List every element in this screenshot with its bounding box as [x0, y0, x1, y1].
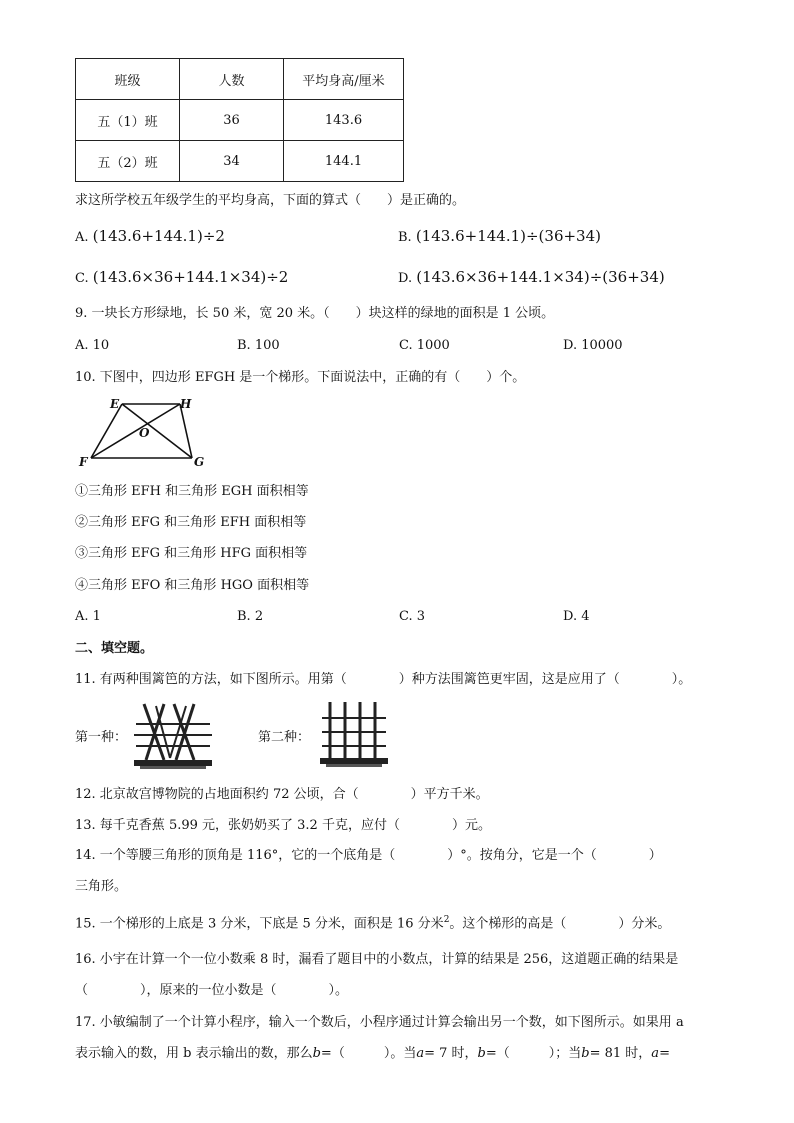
label-o: O [139, 426, 150, 440]
q17-line-2 [75, 1047, 670, 1060]
var-a: a [416, 1046, 425, 1061]
q10-option: D. 4 [563, 609, 590, 624]
q10-statement: ②三角形 EFG 和三角形 EFH 面积相等 [75, 515, 307, 530]
option-label: A. [75, 230, 89, 245]
table-row [76, 100, 404, 141]
section-title: 二、填空题。 [75, 641, 154, 656]
q9-option: D. 10000 [563, 338, 623, 353]
q17-text: = [659, 1046, 670, 1061]
q16-line-2: （ ），原来的一位小数是（ ）。 [75, 983, 349, 998]
var-b: b [312, 1046, 321, 1061]
q17-text: = 81 时， [589, 1046, 652, 1061]
diagonal-hf [91, 404, 180, 458]
q15-pre: 15. 一个梯形的上底是 3 分米，下底是 5 分米，面积是 16 分米 [75, 916, 444, 932]
table-cell: 34 [180, 141, 284, 182]
q10-stem: 10. 下图中，四边形 EFGH 是一个梯形。下面说法中，正确的有（ ）个。 [75, 370, 526, 385]
table-row [76, 141, 404, 182]
q11-label-2: 第二种： [258, 730, 311, 745]
q8-option-a [75, 229, 225, 244]
q10-statement: ①三角形 EFH 和三角形 EGH 面积相等 [75, 484, 309, 499]
q10-statement: ③三角形 EFG 和三角形 HFG 面积相等 [75, 546, 308, 561]
q11-stem: 11. 有两种围篱笆的方法，如下图所示。用第（ ）种方法围篱笆更牢固，这是应用了（ ）。 [75, 672, 692, 687]
q8-option-c [75, 270, 288, 285]
q17-text: 表示输入的数，用 b 表示输出的数，那么 [75, 1046, 313, 1061]
q9-option: C. 1000 [399, 338, 450, 353]
table-header-cell: 人数 [180, 59, 284, 100]
edge-ef [91, 404, 122, 458]
var-a: a [651, 1046, 660, 1061]
fence-grid-figure [318, 700, 390, 770]
table-header-cell: 平均身高/厘米 [284, 59, 404, 100]
q14-line-2: 三角形。 [75, 879, 128, 894]
trapezoid-figure [76, 394, 208, 470]
label-e: E [110, 397, 120, 411]
q17-text: =（ ）。当 [320, 1046, 417, 1061]
option-expression: (143.6×36+144.1×34)÷2 [92, 268, 289, 286]
q16-line-1: 16. 小宇在计算一个一位小数乘 8 时，漏看了题目中的小数点，计算的结果是 256，这道题正确的结果是 [75, 952, 679, 967]
q14-line-1: 14. 一个等腰三角形的顶角是 116°，它的一个底角是（ ）°。按角分，它是一个（ ） [75, 848, 662, 863]
table-header-cell: 班级 [76, 59, 180, 100]
q10-option: A. 1 [75, 609, 101, 624]
label-g: G [194, 455, 205, 469]
q9-option: B. 100 [237, 338, 280, 353]
table-cell: 144.1 [284, 141, 404, 182]
option-label: C. [75, 271, 89, 286]
table-cell: 36 [180, 100, 284, 141]
label-h: H [180, 397, 192, 411]
q15-text [75, 916, 670, 930]
table-cell: 五（2）班 [76, 141, 180, 182]
var-b: b [581, 1046, 590, 1061]
option-label: B. [398, 230, 412, 245]
height-table [75, 58, 404, 182]
option-expression: (143.6+144.1)÷(36+34) [415, 227, 601, 245]
q17-line-1: 17. 小敏编制了一个计算小程序，输入一个数后，小程序通过计算会输出另一个数，如下图所示。如果用 a [75, 1015, 684, 1030]
q8-option-d [398, 270, 665, 285]
table-header-row [76, 59, 404, 100]
q12-text: 12. 北京故宫博物院的占地面积约 72 公顷，合（ ）平方千米。 [75, 787, 489, 802]
option-expression: (143.6×36+144.1×34)÷(36+34) [416, 268, 665, 286]
q11-label-1: 第一种： [75, 730, 128, 745]
q10-statement: ④三角形 EFO 和三角形 HGO 面积相等 [75, 578, 310, 593]
q8-stem: 求这所学校五年级学生的平均身高，下面的算式（ ）是正确的。 [75, 193, 466, 208]
fence-diagonal-figure [130, 702, 214, 770]
q10-option: C. 3 [399, 609, 426, 624]
q15-post: 。这个梯形的高是（ ）分米。 [449, 916, 671, 932]
q8-option-b [398, 229, 601, 244]
label-f: F [79, 455, 88, 469]
q15-sup: 2 [443, 915, 450, 925]
q13-text: 13. 每千克香蕉 5.99 元，张奶奶买了 3.2 千克，应付（ ）元。 [75, 818, 491, 833]
q17-text: =（ ）；当 [485, 1046, 582, 1061]
q10-option: B. 2 [237, 609, 264, 624]
table-cell: 143.6 [284, 100, 404, 141]
var-b: b [477, 1046, 486, 1061]
option-expression: (143.6+144.1)÷2 [92, 227, 225, 245]
q9-option: A. 10 [75, 338, 110, 353]
table-cell: 五（1）班 [76, 100, 180, 141]
q9-stem: 9. 一块长方形绿地，长 50 米，宽 20 米。（ ）块这样的绿地的面积是 1 公顷。 [75, 306, 555, 321]
q17-text: = 7 时， [424, 1046, 478, 1061]
option-label: D. [398, 271, 413, 286]
